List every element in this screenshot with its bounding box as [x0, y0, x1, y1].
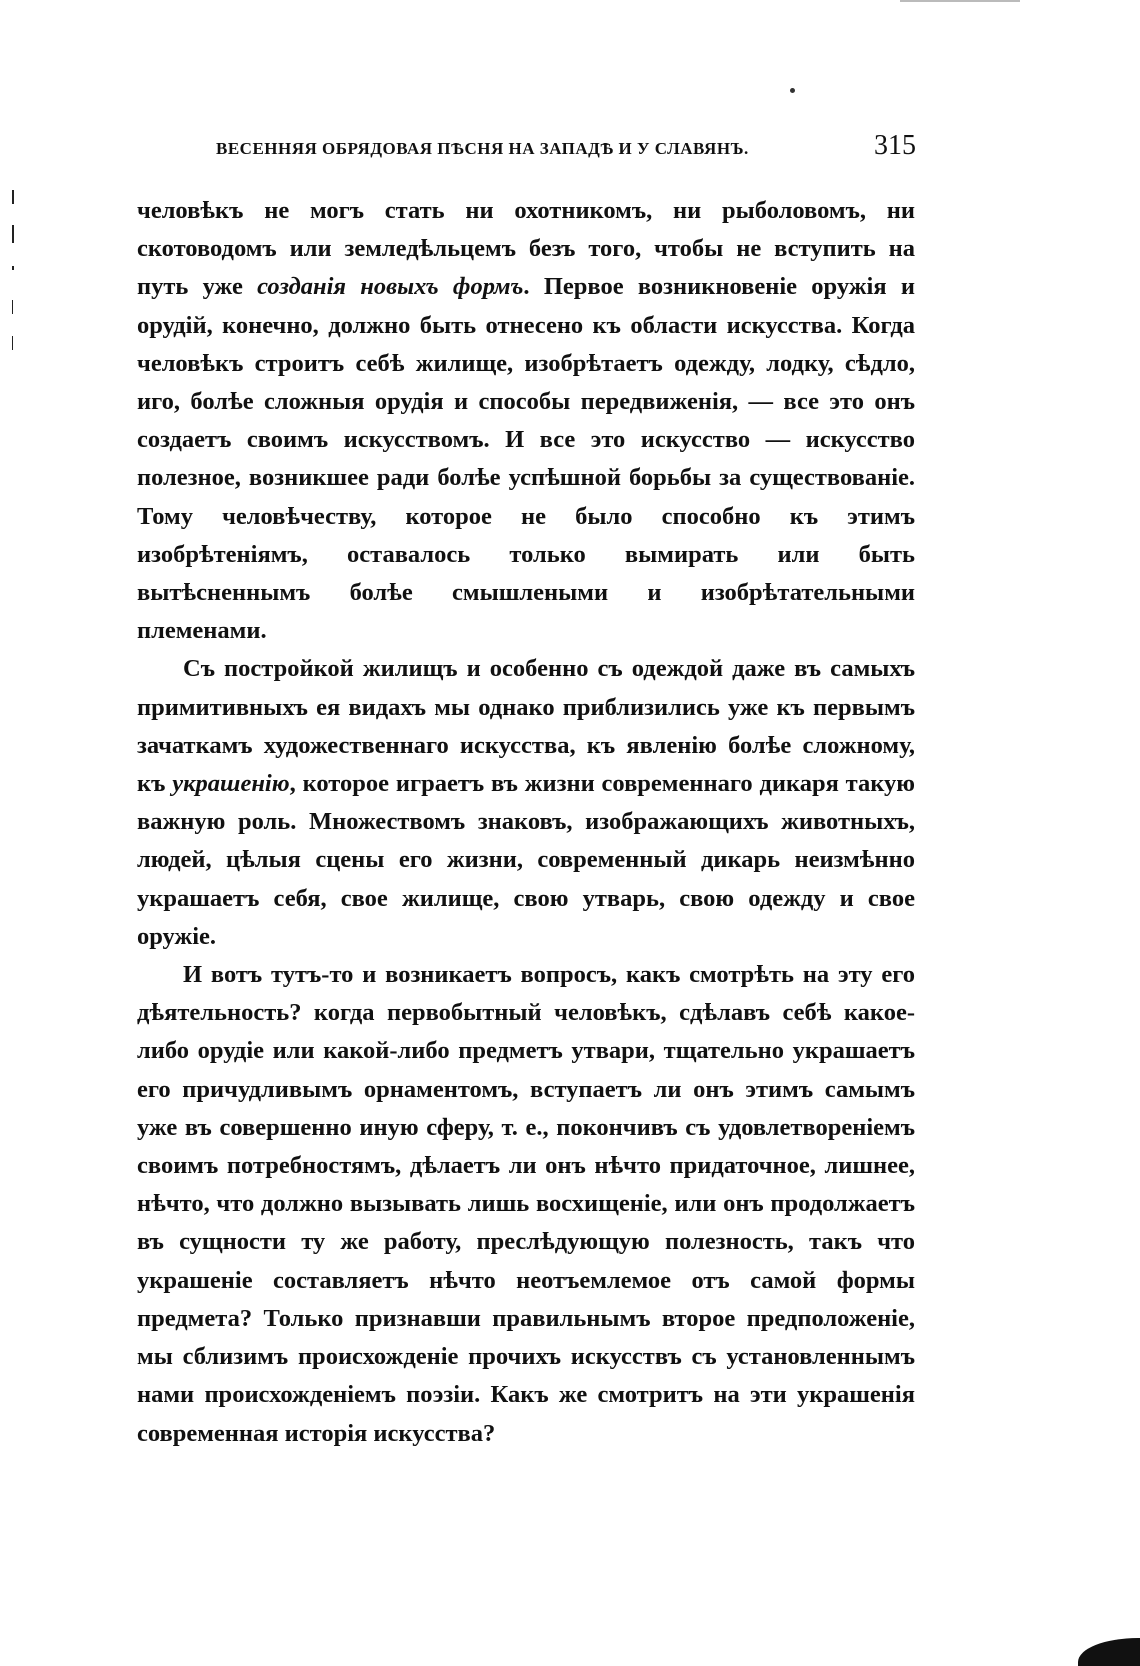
paragraph-3 — [137, 956, 915, 1453]
paragraph-1 — [137, 192, 915, 650]
paragraph-2-italic: украшенію — [172, 770, 290, 798]
paragraph-1-text-a: человѣкъ не могъ стать ни охотникомъ, ни рыболовомъ, ни скотоводомъ или земледѣльцемъ безъ того, чтобы не вступить на путь уже — [137, 197, 915, 301]
margin-mark — [12, 190, 14, 204]
margin-mark — [12, 225, 14, 243]
margin-mark — [12, 266, 14, 270]
page-number: 315 — [874, 130, 916, 161]
margin-mark — [12, 336, 13, 350]
paragraph-1-text-b: . Первое возникновеніе оружія и орудій, конечно, должно быть отнесено къ области искусства. Когда человѣкъ строитъ себѣ жилище, изобрѣтаетъ одежду, лодку, сѣдло, иго, болѣе сложныя орудія и способы передвиженія, — все это онъ создаетъ своимъ искусствомъ. И все это искусство — искусство полезное, возникшее ради болѣе успѣшной борьбы за существованіе. Тому человѣчеству, которое не было способно къ этимъ изобрѣтеніямъ, оставалось только вымирать или быть вытѣсненнымъ болѣе смышлеными и изобрѣтательными племенами. — [137, 273, 915, 645]
paragraph-2-text-a: Съ постройкой жилищъ и особенно съ одеждой даже въ самыхъ примитивныхъ ея видахъ мы однако приблизились уже къ первымъ зачаткамъ художественнаго искусства, къ явленію болѣе сложному, къ — [137, 655, 915, 798]
paragraph-2 — [137, 650, 915, 956]
scan-blot — [1078, 1638, 1140, 1666]
paragraph-2-text-b: , которое играетъ въ жизни современнаго дикаря такую важную роль. Множествомъ знаковъ, изображающихъ животныхъ, людей, цѣлыя сцены его жизни, современный дикарь неизмѣнно украшаетъ себя, свое жилище, свою утварь, свою одежду и свое оружіе. — [137, 770, 916, 950]
running-title: ВЕСЕННЯЯ ОБРЯДОВАЯ ПѢСНЯ НА ЗАПАДѢ И У СЛАВЯНЪ. — [216, 139, 749, 158]
paragraph-3-text: И вотъ тутъ-то и возникаетъ вопросъ, какъ смотрѣть на эту его дѣятельность? когда первобытный человѣкъ, сдѣлавъ себѣ какое-либо орудіе или какой-либо предметъ утвари, тщательно украшаетъ его причудливымъ орнаментомъ, вступаетъ ли онъ этимъ самымъ уже въ совершенно иную сферу, т. е., покончивъ съ удовлетвореніемъ своимъ потребностямъ, дѣлаетъ ли онъ нѣчто придаточное, лишнее, нѣчто, что должно вызывать лишь восхищеніе, или онъ продолжаетъ въ сущности ту же работу, преслѣдующую полезность, такъ что украшеніе составляетъ нѣчто неотъемлемое отъ самой формы предмета? Только признавши правильнымъ второе предположеніе, мы сблизимъ происхожденіе прочихъ искусствъ съ установленнымъ нами происхожденіемъ поэзіи. Какъ же смотритъ на эти украшенія современная исторія искусства? — [137, 961, 915, 1447]
running-head — [216, 130, 916, 166]
scan-edge-line — [900, 0, 1020, 2]
body-text — [137, 192, 915, 1453]
margin-mark — [12, 300, 13, 314]
scan-dot — [790, 88, 795, 93]
paragraph-1-italic: созданія новыхъ формъ — [257, 273, 524, 301]
